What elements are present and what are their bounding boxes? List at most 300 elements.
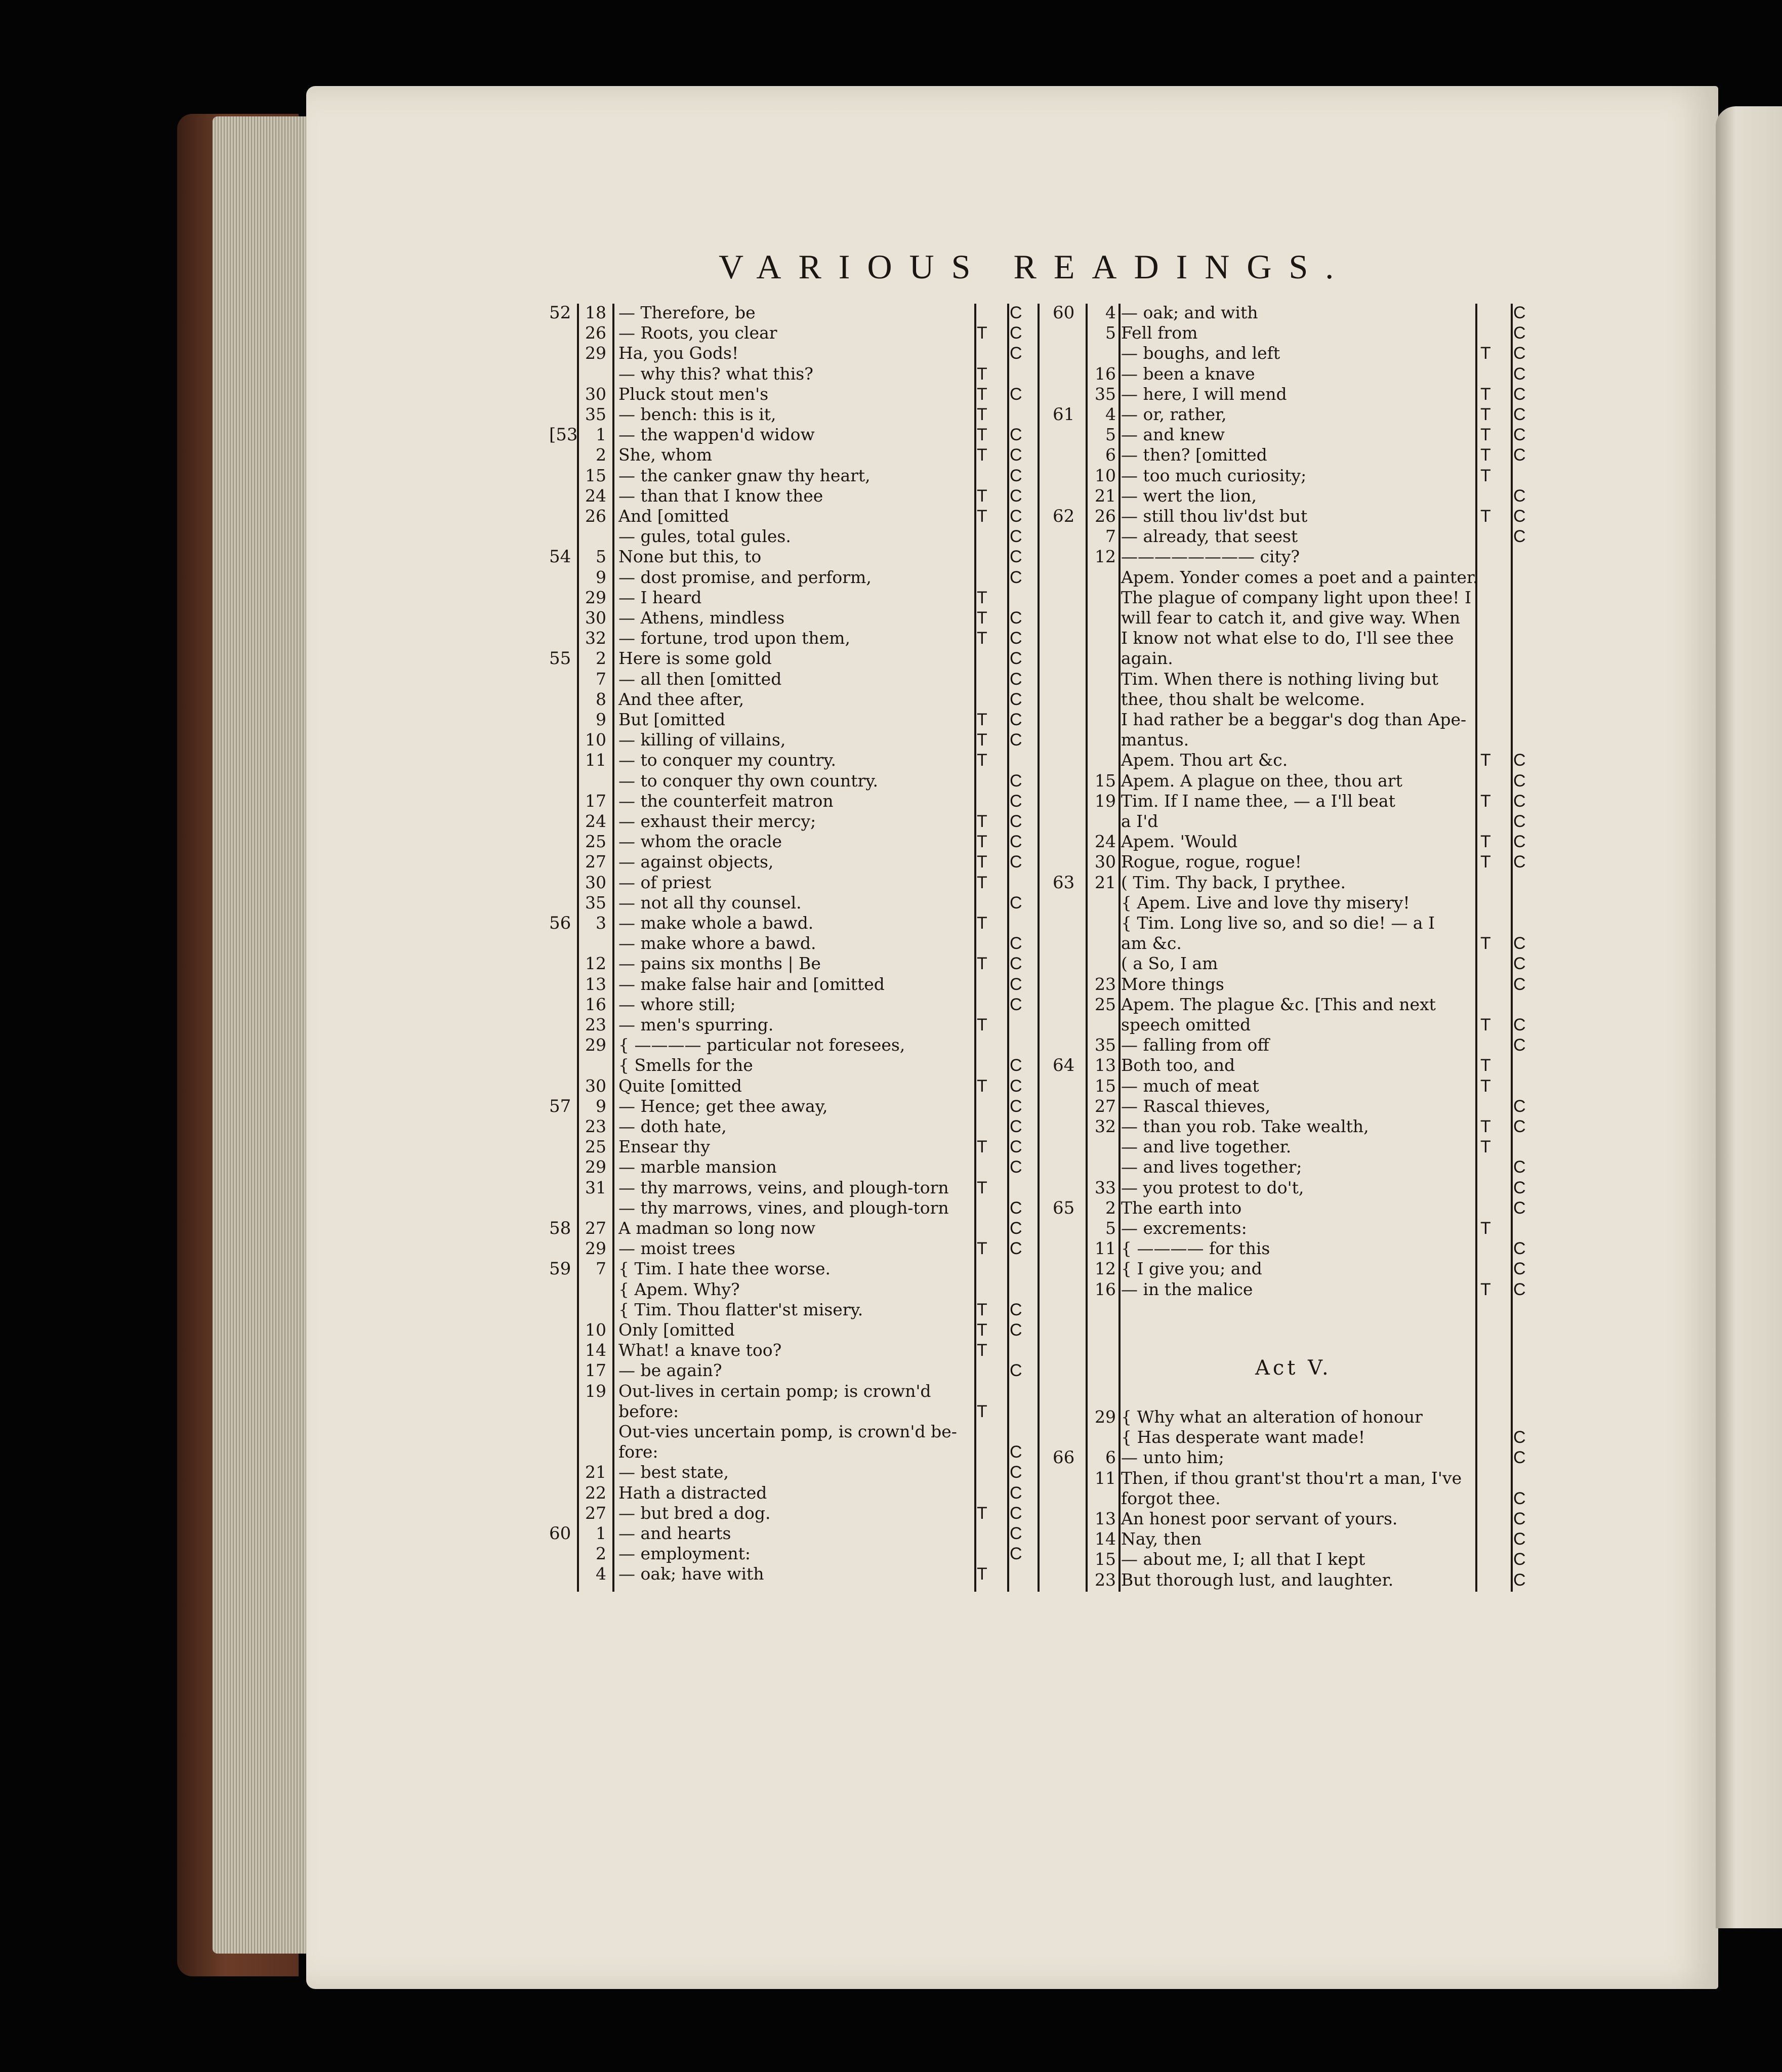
reading-text: A madman so long now <box>618 1218 816 1238</box>
reading-text: Hath a distracted <box>618 1482 767 1503</box>
line-number: 17 <box>585 791 606 811</box>
edition-mark-c: C <box>1513 405 1526 424</box>
edition-mark-c: C <box>1513 751 1526 770</box>
reading-text: Quite [omitted <box>618 1075 742 1096</box>
edition-mark-c: C <box>1513 303 1526 322</box>
edition-mark-c: C <box>1010 567 1022 587</box>
reading-text: Out-vies uncertain pomp, is crown'd be- <box>618 1422 957 1441</box>
line-number: 2 <box>596 648 606 669</box>
line-number: 11 <box>1095 1238 1116 1259</box>
line-number: 2 <box>596 445 606 465</box>
reading-text: None but this, to <box>618 547 762 567</box>
edition-mark-c: C <box>1010 344 1022 363</box>
edition-mark-c: C <box>1010 791 1022 811</box>
reading-text: Nay, then <box>1121 1529 1202 1549</box>
edition-mark-c: C <box>1010 1442 1022 1462</box>
edition-mark-t: T <box>977 914 987 933</box>
line-number: 10 <box>585 730 606 750</box>
line-number: 2 <box>1105 1197 1116 1218</box>
reading-text: — thy marrows, veins, and plough-torn <box>618 1177 949 1197</box>
line-number: 4 <box>1105 404 1116 424</box>
line-number: 13 <box>1095 1055 1116 1075</box>
reading-text: — Athens, mindless <box>618 608 785 628</box>
page-number: 52 <box>549 303 571 323</box>
reading-text: — boughs, and left <box>1121 343 1280 363</box>
edition-mark-t: T <box>1480 1219 1491 1238</box>
edition-mark-t: T <box>1480 466 1491 485</box>
edition-mark-t: T <box>977 751 987 770</box>
edition-mark-t: T <box>977 1076 987 1096</box>
line-number: 30 <box>585 384 606 404</box>
edition-mark-t: T <box>977 1178 987 1197</box>
line-number: 5 <box>1105 323 1116 343</box>
reading-text: { I give you; and <box>1121 1259 1262 1279</box>
reading-text: Apem. The plague &c. [This and next <box>1121 994 1436 1014</box>
line-number: 24 <box>585 485 606 506</box>
reading-text: before: <box>618 1401 679 1421</box>
edition-mark-c: C <box>1010 832 1022 852</box>
page-title: VARIOUS READINGS. <box>719 247 1351 286</box>
line-number: 15 <box>1095 770 1116 791</box>
edition-mark-c: C <box>1513 1178 1526 1197</box>
reading-text: thee, thou shalt be welcome. <box>1121 689 1365 709</box>
reading-text: Then, if thou grant'st thou'rt a man, I've <box>1121 1468 1462 1488</box>
edition-mark-c: C <box>1513 1035 1526 1055</box>
edition-mark-c: C <box>1010 689 1022 709</box>
reading-text: Apem. Yonder comes a poet and a painter. <box>1121 567 1478 587</box>
reading-text: Apem. 'Would <box>1121 832 1238 852</box>
edition-mark-c: C <box>1010 812 1022 831</box>
reading-text: again. <box>1121 648 1173 669</box>
edition-mark-t: T <box>977 629 987 648</box>
edition-mark-c: C <box>1010 1157 1022 1177</box>
edition-mark-c: C <box>1010 1463 1022 1482</box>
edition-mark-t: T <box>1480 751 1491 770</box>
left-rule-lemma <box>612 304 614 1592</box>
page-number: 54 <box>549 547 571 567</box>
line-number: 12 <box>585 954 606 974</box>
reading-text: — wert the lion, <box>1121 485 1257 506</box>
line-number: 21 <box>1095 485 1116 506</box>
reading-text: She, whom <box>618 445 713 465</box>
edition-mark-t: T <box>977 1503 987 1523</box>
line-number: 26 <box>585 506 606 526</box>
reading-text: — than that I know thee <box>618 485 823 506</box>
edition-mark-t: T <box>977 1564 987 1584</box>
page-number: 55 <box>549 648 571 669</box>
line-number: 29 <box>585 587 606 607</box>
edition-mark-t: T <box>1480 1015 1491 1034</box>
edition-mark-c: C <box>1010 1117 1022 1136</box>
line-number: 30 <box>585 872 606 892</box>
reading-text: forgot thee. <box>1121 1488 1221 1508</box>
line-number: 12 <box>1095 547 1116 567</box>
edition-mark-t: T <box>977 588 987 607</box>
edition-mark-c: C <box>1010 1361 1022 1381</box>
edition-mark-c: C <box>1010 303 1022 322</box>
line-number: 19 <box>1095 791 1116 811</box>
reading-text: — the wappen'd widow <box>618 425 815 445</box>
edition-mark-c: C <box>1010 954 1022 974</box>
line-number: 23 <box>1095 1569 1116 1590</box>
page-number: 58 <box>549 1218 571 1238</box>
edition-mark-t: T <box>977 405 987 424</box>
left-rule-end <box>1038 304 1040 1592</box>
line-number: 2 <box>596 1544 606 1564</box>
reading-text: speech omitted <box>1121 1015 1251 1034</box>
edition-mark-t: T <box>977 1015 987 1034</box>
line-number: 35 <box>585 892 606 913</box>
edition-mark-c: C <box>1513 934 1526 954</box>
page-number: 65 <box>1053 1197 1075 1218</box>
reading-text: — the counterfeit matron <box>618 791 834 811</box>
edition-mark-t: T <box>1480 1076 1491 1096</box>
edition-mark-c: C <box>1010 1503 1022 1523</box>
edition-mark-c: C <box>1010 507 1022 526</box>
edition-mark-c: C <box>1513 852 1526 872</box>
reading-text: Both too, and <box>1121 1055 1235 1075</box>
reading-text: — or, rather, <box>1121 404 1227 424</box>
line-number: 21 <box>1095 872 1116 892</box>
page-number: 60 <box>1053 303 1075 323</box>
edition-mark-c: C <box>1010 994 1022 1014</box>
reading-text: Out-lives in certain pomp; is crown'd <box>618 1381 931 1401</box>
page-number: 61 <box>1053 404 1075 425</box>
line-number: 1 <box>596 425 606 445</box>
reading-text: — too much curiosity; <box>1121 465 1307 485</box>
line-number: 29 <box>1095 1407 1116 1427</box>
reading-text: But thorough lust, and laughter. <box>1121 1569 1394 1590</box>
edition-mark-c: C <box>1010 1219 1022 1238</box>
edition-mark-t: T <box>977 384 987 404</box>
reading-text: — about me, I; all that I kept <box>1121 1549 1365 1569</box>
edition-mark-t: T <box>977 364 987 384</box>
line-number: 7 <box>596 1259 606 1279</box>
reading-text: mantus. <box>1121 730 1189 750</box>
edition-mark-c: C <box>1010 1239 1022 1259</box>
edition-mark-c: C <box>1513 1529 1526 1549</box>
edition-mark-t: T <box>1480 852 1491 872</box>
reading-text: Pluck stout men's <box>618 384 769 404</box>
reading-text: — dost promise, and perform, <box>618 567 872 587</box>
line-number: 35 <box>585 404 606 424</box>
reading-text: — of priest <box>618 872 712 892</box>
edition-mark-t: T <box>977 1401 987 1421</box>
line-number: 10 <box>585 1320 606 1340</box>
reading-text: — but bred a dog. <box>618 1503 771 1523</box>
line-number: 17 <box>585 1360 606 1381</box>
edition-mark-t: T <box>977 486 987 506</box>
line-number: 16 <box>585 994 606 1014</box>
reading-text: — Hence; get thee away, <box>618 1096 828 1116</box>
line-number: 31 <box>585 1177 606 1197</box>
edition-mark-c: C <box>1513 527 1526 547</box>
reading-text: — in the malice <box>1121 1279 1253 1299</box>
reading-text: — not all thy counsel. <box>618 892 802 913</box>
edition-mark-c: C <box>1010 934 1022 954</box>
line-number: 23 <box>1095 974 1116 994</box>
line-number: 27 <box>585 1218 606 1238</box>
reading-text: The earth into <box>1121 1197 1242 1218</box>
line-number: 29 <box>585 1035 606 1055</box>
line-number: 25 <box>585 832 606 852</box>
line-number: 14 <box>585 1340 606 1360</box>
edition-mark-t: T <box>1480 507 1491 526</box>
line-number: 5 <box>596 547 606 567</box>
page-number: 60 <box>549 1523 571 1544</box>
line-number: 29 <box>585 1238 606 1259</box>
edition-mark-c: C <box>1513 1279 1526 1299</box>
line-number: 33 <box>1095 1177 1116 1197</box>
edition-mark-c: C <box>1513 974 1526 994</box>
reading-text: Only [omitted <box>618 1320 735 1340</box>
edition-mark-c: C <box>1010 1524 1022 1543</box>
reading-text: Ha, you Gods! <box>618 343 739 363</box>
edition-mark-t: T <box>977 323 987 343</box>
reading-text: — be again? <box>618 1360 722 1381</box>
reading-text: ( a So, I am <box>1121 954 1218 974</box>
edition-mark-c: C <box>1010 771 1022 791</box>
reading-text: — Therefore, be <box>618 303 756 322</box>
edition-mark-c: C <box>1010 486 1022 506</box>
line-number: 26 <box>585 323 606 343</box>
edition-mark-t: T <box>977 425 987 445</box>
reading-text: Apem. Thou art &c. <box>1121 750 1288 770</box>
edition-mark-c: C <box>1010 1096 1022 1116</box>
reading-text: fore: <box>618 1442 658 1462</box>
edition-mark-c: C <box>1513 507 1526 526</box>
reading-text: — all then [omitted <box>618 669 782 689</box>
line-number: 35 <box>1095 1035 1116 1055</box>
reading-text: Here is some gold <box>618 648 772 669</box>
reading-text: — thy marrows, vines, and plough-torn <box>618 1197 949 1218</box>
edition-mark-c: C <box>1010 730 1022 750</box>
line-number: 7 <box>596 669 606 689</box>
reading-text: am &c. <box>1121 933 1182 954</box>
edition-mark-c: C <box>1010 425 1022 445</box>
reading-text: — then? [omitted <box>1121 445 1267 465</box>
line-number: 18 <box>585 303 606 322</box>
edition-mark-c: C <box>1513 771 1526 791</box>
edition-mark-t: T <box>977 608 987 628</box>
edition-mark-t: T <box>1480 791 1491 811</box>
page-number: 63 <box>1053 872 1075 893</box>
edition-mark-c: C <box>1010 445 1022 465</box>
edition-mark-c: C <box>1010 974 1022 994</box>
edition-mark-c: C <box>1010 1300 1022 1319</box>
reading-text: I had rather be a beggar's dog than Ape- <box>1121 710 1467 729</box>
edition-mark-c: C <box>1513 1570 1526 1590</box>
line-number: 32 <box>1095 1116 1116 1136</box>
reading-text: — make false hair and [omitted <box>618 974 885 994</box>
line-number: 5 <box>1105 425 1116 445</box>
reading-text: — Rascal thieves, <box>1121 1096 1271 1116</box>
page-edges <box>213 116 314 1954</box>
line-number: 30 <box>585 608 606 628</box>
reading-text: Fell from <box>1121 323 1198 343</box>
edition-mark-t: T <box>977 710 987 729</box>
reading-text: { Why what an alteration of honour <box>1121 1407 1423 1427</box>
reading-text: Tim. If I name thee, — a I'll beat <box>1121 791 1395 811</box>
reading-text: — doth hate, <box>618 1116 727 1136</box>
edition-mark-c: C <box>1513 791 1526 811</box>
reading-text: — much of meat <box>1121 1075 1259 1096</box>
edition-mark-t: T <box>977 873 987 892</box>
edition-mark-c: C <box>1010 608 1022 628</box>
line-number: 21 <box>585 1462 606 1482</box>
edition-mark-t: T <box>977 852 987 872</box>
edition-mark-t: T <box>1480 832 1491 852</box>
line-number: 6 <box>1105 445 1116 465</box>
edition-mark-c: C <box>1513 832 1526 852</box>
line-number: 15 <box>585 465 606 485</box>
reading-text: a I'd <box>1121 811 1158 831</box>
edition-mark-t: T <box>1480 425 1491 445</box>
reading-text: { Tim. Long live so, and so die! — a I <box>1121 913 1435 933</box>
edition-mark-c: C <box>1010 1320 1022 1340</box>
edition-mark-t: T <box>977 832 987 852</box>
page-number: 59 <box>549 1259 571 1279</box>
reading-text: — than you rob. Take wealth, <box>1121 1116 1369 1136</box>
line-number: 9 <box>596 1096 606 1116</box>
reading-text: { ———— for this <box>1121 1238 1270 1259</box>
line-number: 15 <box>1095 1075 1116 1096</box>
edition-mark-c: C <box>1513 1015 1526 1034</box>
reading-text: And thee after, <box>618 689 744 709</box>
page-number: [53 <box>549 425 578 445</box>
edition-mark-t: T <box>977 954 987 974</box>
reading-text: — excrements: <box>1121 1218 1247 1238</box>
edition-mark-t: T <box>977 1300 987 1319</box>
reading-text: — already, that seest <box>1121 526 1298 547</box>
reading-text: — fortune, trod upon them, <box>618 628 850 648</box>
page-number: 64 <box>1053 1055 1075 1076</box>
reading-text: — against objects, <box>618 852 774 872</box>
line-number: 5 <box>1105 1218 1116 1238</box>
reading-text: — oak; have with <box>618 1564 764 1584</box>
line-number: 19 <box>585 1381 606 1401</box>
edition-mark-t: T <box>1480 1056 1491 1075</box>
edition-mark-c: C <box>1513 1428 1526 1447</box>
reading-text: — exhaust their mercy; <box>618 811 816 831</box>
reading-text: — gules, total gules. <box>618 526 791 547</box>
line-number: 35 <box>1095 384 1116 404</box>
edition-mark-c: C <box>1513 323 1526 343</box>
edition-mark-c: C <box>1010 852 1022 872</box>
reading-text: — moist trees <box>618 1238 735 1259</box>
edition-mark-t: T <box>977 730 987 750</box>
line-number: 32 <box>585 628 606 648</box>
edition-mark-c: C <box>1513 1157 1526 1177</box>
reading-text: Rogue, rogue, rogue! <box>1121 852 1302 872</box>
edition-mark-t: T <box>1480 405 1491 424</box>
line-number: 8 <box>596 689 606 709</box>
line-number: 14 <box>1095 1529 1116 1549</box>
edition-mark-c: C <box>1010 527 1022 547</box>
reading-text: { Tim. Thou flatter'st misery. <box>618 1299 863 1319</box>
reading-text: will fear to catch it, and give way. When <box>1121 608 1461 628</box>
edition-mark-c: C <box>1010 466 1022 485</box>
line-number: 24 <box>1095 832 1116 852</box>
edition-mark-c: C <box>1010 1198 1022 1218</box>
reading-text: — I heard <box>618 587 702 607</box>
reading-text: The plague of company light upon thee! I <box>1121 587 1472 607</box>
edition-mark-c: C <box>1513 1117 1526 1136</box>
edition-mark-c: C <box>1513 1448 1526 1468</box>
edition-mark-c: C <box>1010 893 1022 913</box>
line-number: 4 <box>1105 303 1116 322</box>
line-number: 27 <box>1095 1096 1116 1116</box>
edition-mark-c: C <box>1513 1509 1526 1528</box>
reading-text: { Apem. Why? <box>618 1279 740 1299</box>
reading-text: — to conquer thy own country. <box>618 770 879 791</box>
line-number: 27 <box>585 852 606 872</box>
page-number: 56 <box>549 913 571 933</box>
left-rule-c <box>1007 304 1009 1592</box>
reading-text: — make whore a bawd. <box>618 933 816 954</box>
reading-text: What! a knave too? <box>618 1340 782 1360</box>
edition-mark-t: T <box>1480 445 1491 465</box>
book-page <box>306 86 1718 1989</box>
reading-text: — the canker gnaw thy heart, <box>618 465 871 485</box>
line-number: 29 <box>585 343 606 363</box>
act-heading: Act V. <box>1255 1356 1332 1380</box>
edition-mark-c: C <box>1010 1483 1022 1503</box>
line-number: 7 <box>1105 526 1116 547</box>
reading-text: — men's spurring. <box>618 1015 774 1034</box>
edition-mark-t: T <box>1480 1279 1491 1299</box>
edition-mark-c: C <box>1513 954 1526 974</box>
facing-page-edge <box>1716 106 1782 1928</box>
reading-text: — and knew <box>1121 425 1225 445</box>
line-number: 30 <box>585 1075 606 1096</box>
edition-mark-c: C <box>1513 1239 1526 1259</box>
edition-mark-t: T <box>977 507 987 526</box>
reading-text: { Tim. I hate thee worse. <box>618 1259 831 1279</box>
line-number: 11 <box>585 750 606 770</box>
line-number: 4 <box>596 1564 606 1584</box>
edition-mark-c: C <box>1010 669 1022 689</box>
edition-mark-c: C <box>1513 1096 1526 1116</box>
reading-text: — and lives together; <box>1121 1157 1302 1177</box>
page-number: 66 <box>1053 1447 1075 1468</box>
reading-text: — unto him; <box>1121 1447 1224 1468</box>
reading-text: — oak; and with <box>1121 303 1258 322</box>
edition-mark-t: T <box>1480 1137 1491 1157</box>
edition-mark-c: C <box>1010 710 1022 729</box>
reading-text: — Roots, you clear <box>618 323 777 343</box>
line-number: 1 <box>596 1523 606 1543</box>
reading-text: — whore still; <box>618 994 736 1014</box>
reading-text: Ensear thy <box>618 1137 710 1157</box>
line-number: 3 <box>596 913 606 933</box>
reading-text: — best state, <box>618 1462 729 1482</box>
reading-text: And [omitted <box>618 506 729 526</box>
reading-text: — and hearts <box>618 1523 731 1543</box>
edition-mark-t: T <box>977 445 987 465</box>
reading-text: — killing of villains, <box>618 730 786 750</box>
reading-text: — make whole a bawd. <box>618 913 814 933</box>
reading-text: Apem. A plague on thee, thou art <box>1121 770 1402 791</box>
line-number: 9 <box>596 567 606 587</box>
reading-text: — you protest to do't, <box>1121 1177 1304 1197</box>
reading-text: { Smells for the <box>618 1055 753 1075</box>
line-number: 15 <box>1095 1549 1116 1569</box>
edition-mark-c: C <box>1010 649 1022 669</box>
line-number: 25 <box>585 1137 606 1157</box>
edition-mark-c: C <box>1010 547 1022 567</box>
left-rule-t <box>974 304 976 1592</box>
